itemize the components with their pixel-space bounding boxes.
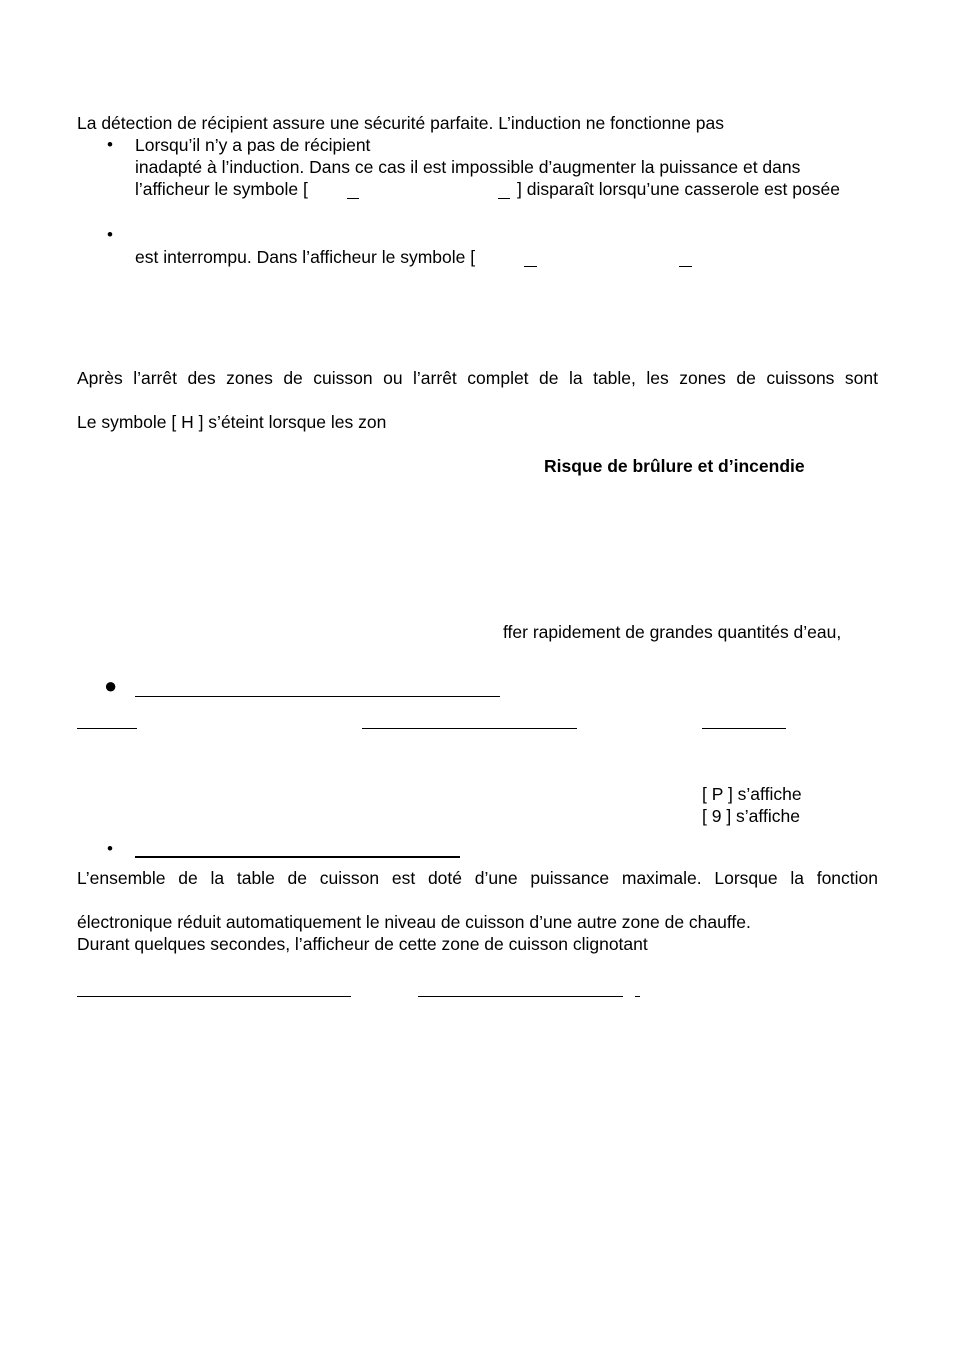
bullet-symbol-line-right: ] disparaît lorsqu’une casserole est posée	[517, 179, 840, 199]
blank-line	[702, 728, 786, 729]
blank-line	[77, 728, 137, 729]
residual-heat-line2: Le symbole [ H ] s’éteint lorsque les zon	[77, 412, 387, 432]
blank-line	[77, 996, 351, 997]
bullet-icon: •	[107, 839, 113, 858]
blank-line	[135, 856, 460, 858]
warning-fragment: ffer rapidement de grandes quantités d’eau,	[503, 622, 842, 642]
large-bullet-icon: ●	[104, 673, 118, 698]
blank-line	[635, 996, 640, 997]
power-line1: L’ensemble de la table de cuisson est doté d’une puissance maximale. Lorsque la fonction	[77, 868, 878, 888]
power-line3: Durant quelques secondes, l’afficheur de cette zone de cuisson clignotant	[77, 934, 648, 954]
symbol-underscore-right	[498, 198, 510, 199]
bullet-interrupted-line: est interrompu. Dans l’afficheur le symbole [	[135, 247, 476, 267]
bullet-no-container-line2: inadapté à l’induction. Dans ce cas il est impossible d’augmenter la puissance et dans	[135, 157, 801, 177]
symbol-underscore-right	[679, 266, 692, 267]
detection-intro: La détection de récipient assure une sécurité parfaite. L’induction ne fonctionne pas	[77, 113, 724, 133]
display-9-label: [ 9 ] s’affiche	[702, 806, 800, 826]
bullet-icon: •	[107, 225, 113, 244]
residual-heat-line1: Après l’arrêt des zones de cuisson ou l’arrêt complet de la table, les zones de cuissons sont	[77, 368, 878, 388]
warning-heading: Risque de brûlure et d’incendie	[544, 456, 805, 476]
symbol-underscore-left	[347, 198, 359, 199]
symbol-underscore-left	[524, 266, 537, 267]
blank-line	[418, 996, 623, 997]
display-p-label: [ P ] s’affiche	[702, 784, 802, 804]
bullet-symbol-line-left: l’afficheur le symbole [	[135, 179, 308, 199]
bullet-no-container-line1: Lorsqu’il n’y a pas de récipient	[135, 135, 371, 155]
bullet-icon: •	[107, 135, 113, 154]
power-line2: électronique réduit automatiquement le niveau de cuisson d’une autre zone de chauffe.	[77, 912, 751, 932]
blank-line	[362, 728, 577, 729]
blank-line	[135, 696, 500, 697]
